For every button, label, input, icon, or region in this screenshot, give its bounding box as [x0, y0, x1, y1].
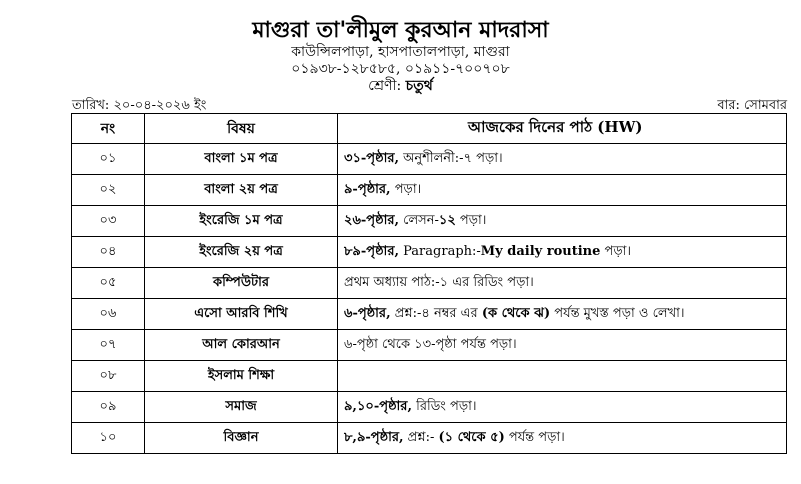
homework-segment: ৮,৯-পৃষ্ঠার, [344, 429, 404, 445]
homework-segment: লেসন- [399, 212, 439, 228]
row-subject: বাংলা ১ম পত্র [145, 144, 338, 175]
table-header-row [72, 114, 787, 144]
homework-segment: পড়া। [390, 181, 422, 197]
row-homework [338, 175, 787, 206]
homework-segment: প্রশ্ন:-৪ নম্বর এর [390, 305, 482, 321]
row-number: ০২ [72, 175, 145, 206]
homework-segment: ১২ [438, 212, 456, 228]
homework-segment: ৬-পৃষ্ঠা থেকে ১৩-পৃষ্ঠা পর্যন্ত পড়া। [344, 336, 517, 352]
row-subject: আল কোরআন [145, 330, 338, 361]
row-number: ১০ [72, 423, 145, 454]
table-row [72, 330, 787, 361]
header-homework: আজকের দিনের পাঠ (HW) [338, 114, 787, 144]
homework-segment: পর্যন্ত পড়া। [504, 429, 565, 445]
row-homework [338, 423, 787, 454]
table-body [72, 144, 787, 454]
row-number: ০৭ [72, 330, 145, 361]
school-name: মাগুরা তা'লীমুল কুরআন মাদরাসা [252, 17, 549, 43]
homework-segment: প্রশ্ন:- [403, 429, 439, 445]
homework-segment: ৩১-পৃষ্ঠার, [344, 150, 400, 166]
homework-segment: (ক থেকে ঝ) [481, 305, 551, 321]
homework-segment: ২৬-পৃষ্ঠার, [344, 212, 400, 228]
row-homework [338, 206, 787, 237]
row-subject: কম্পিউটার [145, 268, 338, 299]
header-no: নং [72, 114, 145, 144]
homework-segment: পড়া। [455, 212, 487, 228]
row-number: ০৬ [72, 299, 145, 330]
row-homework [338, 392, 787, 423]
table-row [72, 144, 787, 175]
table-row [72, 237, 787, 268]
row-number: ০৯ [72, 392, 145, 423]
row-number: ০৫ [72, 268, 145, 299]
row-number: ০১ [72, 144, 145, 175]
row-subject: ইসলাম শিক্ষা [145, 361, 338, 392]
day-label: বার: সোমবার [717, 98, 787, 113]
homework-segment: রিডিং পড়া। [412, 398, 477, 414]
homework-segment: অনুশীলনী:-৭ পড়া। [399, 150, 503, 166]
row-homework [338, 237, 787, 268]
row-subject: এসো আরবি শিখি [145, 299, 338, 330]
school-phones: ০১৯৩৮-১২৮৫৮৫, ০১৯১১-৭০০৭০৮ [291, 61, 510, 77]
row-homework [338, 268, 787, 299]
table-row [72, 175, 787, 206]
row-subject: বিজ্ঞান [145, 423, 338, 454]
row-homework [338, 361, 787, 392]
document-header [0, 16, 801, 95]
table-row [72, 268, 787, 299]
row-subject: ইংরেজি ২য় পত্র [145, 237, 338, 268]
homework-table [71, 113, 787, 454]
table-row [72, 423, 787, 454]
date-label: তারিখ: ২০-০৪-২০২৬ ইং [72, 98, 207, 113]
homework-segment: ৮৯-পৃষ্ঠার, [344, 243, 400, 259]
row-subject: ইংরেজি ১ম পত্র [145, 206, 338, 237]
row-subject: সমাজ [145, 392, 338, 423]
header-subject: বিষয় [145, 114, 338, 144]
table-row [72, 299, 787, 330]
table-row [72, 392, 787, 423]
class-value: চতুর্থ [405, 78, 433, 94]
homework-segment: পর্যন্ত মুখস্ত পড়া ও লেখা। [550, 305, 685, 321]
class-label: শ্রেণী: [368, 78, 402, 94]
homework-segment: Paragraph:- [399, 243, 481, 259]
table-row [72, 206, 787, 237]
row-number: ০৩ [72, 206, 145, 237]
row-homework [338, 330, 787, 361]
row-homework [338, 299, 787, 330]
row-number: ০৮ [72, 361, 145, 392]
homework-segment: ৯-পৃষ্ঠার, [344, 181, 391, 197]
homework-segment: পড়া। [600, 243, 632, 259]
row-number: ০৪ [72, 237, 145, 268]
class-line [0, 78, 801, 95]
homework-segment: ৬-পৃষ্ঠার, [344, 305, 391, 321]
row-homework [338, 144, 787, 175]
homework-segment: (১ থেকে ৫) [438, 429, 505, 445]
homework-segment: ৯,১০-পৃষ্ঠার, [344, 398, 412, 414]
homework-segment: প্রথম অধ্যায় পাঠ:-১ এর রিডিং পড়া। [344, 274, 534, 290]
homework-segment: My daily routine [480, 243, 601, 259]
school-address: কাউন্সিলপাড়া, হাসপাতালপাড়া, মাগুরা [291, 44, 510, 60]
row-subject: বাংলা ২য় পত্র [145, 175, 338, 206]
table-row [72, 361, 787, 392]
